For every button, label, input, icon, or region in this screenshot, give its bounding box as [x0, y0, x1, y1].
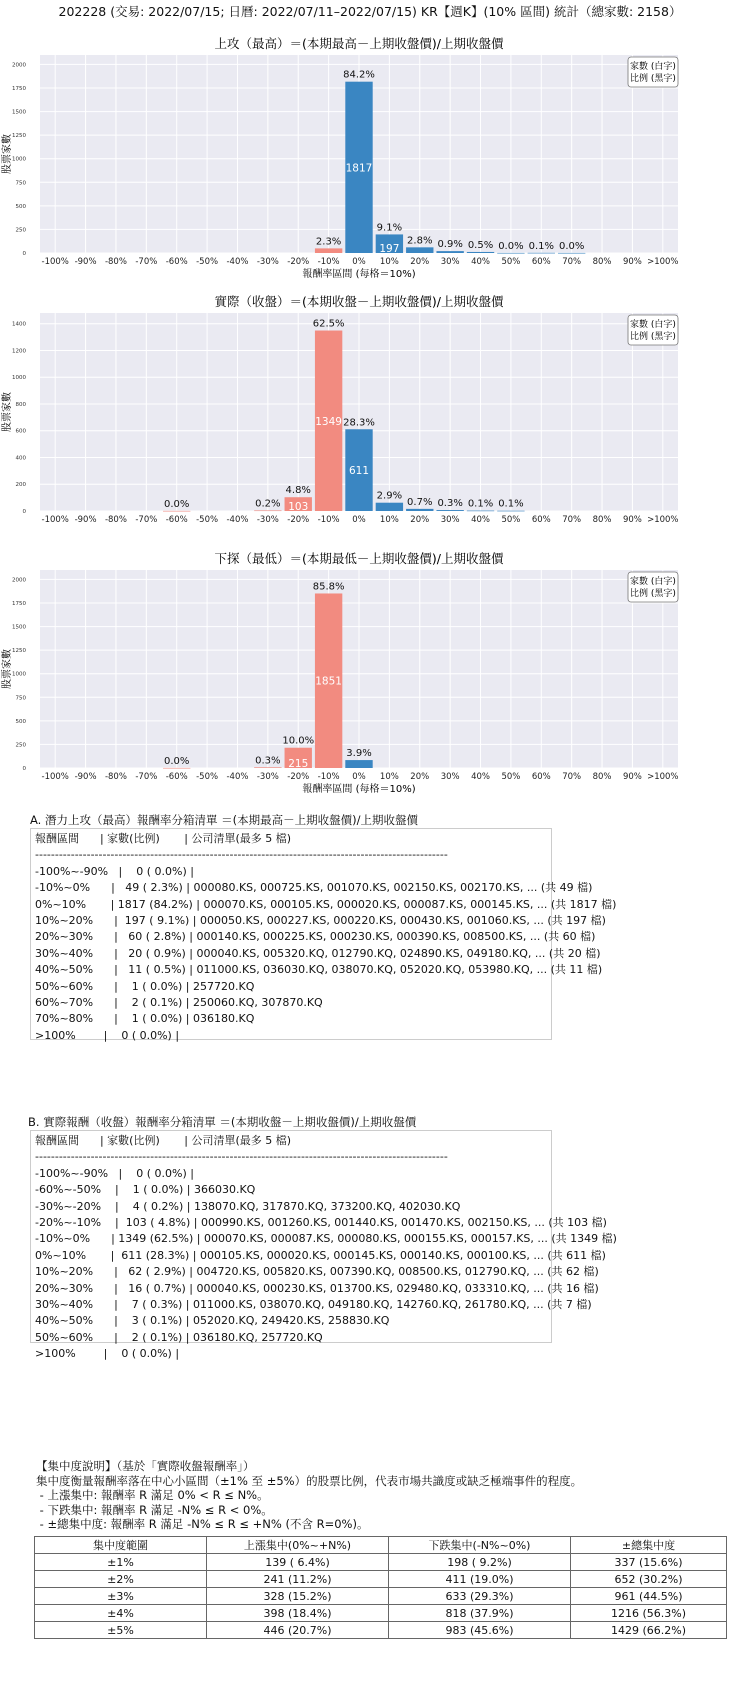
- bar-count-label: 197: [379, 243, 400, 255]
- x-tick-label: -20%: [287, 772, 310, 782]
- legend-box: [628, 572, 678, 602]
- legend-box: [628, 315, 678, 345]
- table-cell: 1429 (66.2%): [571, 1622, 727, 1639]
- x-tick-label: 30%: [440, 257, 460, 267]
- x-tick-label: -30%: [256, 257, 279, 267]
- table-cell: 398 (18.4%): [207, 1605, 389, 1622]
- legend-entry: 家數 (白字): [630, 320, 676, 330]
- section-a-line: 60%~70% | 2 ( 0.1%) | 250060.KQ, 307870.KQ: [35, 996, 323, 1010]
- bar-count-label: 1349: [315, 415, 342, 428]
- y-tick-label: 200: [15, 482, 26, 489]
- x-tick-label: -100%: [41, 772, 69, 782]
- table-cell: 633 (29.3%): [389, 1588, 571, 1605]
- concentration-table: [34, 1536, 727, 1639]
- section-b-line: 20%~30% | 16 ( 0.7%) | 000040.KS, 000230.KS, 013700.KS, 029480.KQ, 033310.KQ, ... (共 16 檔): [35, 1281, 599, 1295]
- bar-percent-label: 2.3%: [315, 236, 342, 248]
- x-tick-label: -60%: [165, 515, 188, 525]
- section-a-line: 10%~20% | 197 ( 9.1%) | 000050.KS, 000227.KS, 000220.KS, 000430.KS, 001060.KS, ... (共 197 檔): [35, 914, 606, 928]
- x-tick-label: 10%: [379, 257, 399, 267]
- x-tick-label: -90%: [74, 515, 97, 525]
- section-a-line: 30%~40% | 20 ( 0.9%) | 000040.KS, 005320.KQ, 012790.KQ, 024890.KS, 049180.KQ, ... (共 20 檔): [35, 946, 601, 960]
- section-a-list: [30, 828, 617, 1042]
- bar-percent-label: 0.9%: [437, 239, 463, 251]
- bar-50%: [497, 511, 524, 512]
- x-tick-label: -40%: [226, 515, 249, 525]
- bar-30%: [436, 510, 463, 511]
- bar-percent-label: 28.3%: [343, 417, 375, 429]
- x-tick-label: -70%: [135, 772, 158, 782]
- x-tick-label: -20%: [287, 515, 310, 525]
- y-axis-label: 股票家數: [2, 649, 13, 689]
- page-title: 202228 (交易: 2022/07/15; 日曆: 2022/07/11–2022/07/15) KR【週K】(10% 區間) 統計（總家數: 2158）: [58, 4, 682, 19]
- bar--60%: [163, 768, 190, 769]
- x-tick-label: 70%: [562, 515, 582, 525]
- bar-percent-label: 2.9%: [376, 490, 403, 502]
- table-cell: 818 (37.9%): [389, 1605, 571, 1622]
- x-tick-label: 40%: [471, 257, 490, 267]
- x-tick-label: 90%: [622, 257, 642, 267]
- x-tick-label: 50%: [501, 772, 521, 782]
- x-tick-label: >100%: [647, 515, 679, 525]
- section-a-line: 50%~60% | 1 ( 0.0%) | 257720.KQ: [35, 979, 255, 993]
- x-tick-label: 20%: [410, 515, 430, 525]
- y-tick-label: 250: [15, 227, 26, 234]
- table-cell: 337 (15.6%): [571, 1554, 727, 1571]
- section-b-line: -10%~0% | 1349 (62.5%) | 000070.KS, 000087.KS, 000080.KS, 000155.KS, 000157.KS, ... (共 1349 檔): [35, 1232, 617, 1246]
- x-tick-label: -50%: [196, 515, 219, 525]
- y-tick-label: 1400: [12, 321, 26, 328]
- x-tick-label: -40%: [226, 772, 249, 782]
- bar-percent-label: 4.8%: [285, 485, 311, 497]
- chart-title: 實際（收盤）＝(本期收盤－上期收盤價)/上期收盤價: [214, 294, 504, 309]
- bar--60%: [163, 511, 190, 512]
- bar-percent-label: 0.1%: [528, 240, 554, 252]
- concentration-line: 【集中度說明】（基於「實際收盤報酬率」）: [36, 1459, 255, 1473]
- table-header-cell: 上漲集中(0%~+N%): [207, 1537, 389, 1554]
- x-tick-label: -60%: [165, 772, 188, 782]
- bar-20%: [406, 509, 433, 511]
- section-a-line: 20%~30% | 60 ( 2.8%) | 000140.KS, 000225.KS, 000230.KS, 000390.KS, 008500.KS, ... (共 60 檔): [35, 930, 596, 944]
- table-cell: ±3%: [35, 1588, 207, 1605]
- chart-title: 上攻（最高）＝(本期最高－上期收盤價)/上期收盤價: [214, 36, 504, 51]
- bar-percent-label: 0.1%: [467, 498, 494, 510]
- x-tick-label: -40%: [226, 257, 249, 267]
- table-cell: 198 ( 9.2%): [389, 1554, 571, 1571]
- table-row: [35, 1554, 727, 1571]
- bar-percent-label: 0.2%: [255, 498, 281, 510]
- bar-40%: [467, 511, 494, 512]
- bar-20%: [406, 247, 433, 253]
- y-axis-label: 股票家數: [2, 134, 13, 174]
- x-tick-label: -80%: [104, 257, 127, 267]
- concentration-description: [36, 1459, 582, 1532]
- table-cell: ±2%: [35, 1571, 207, 1588]
- bar--10%: [315, 248, 342, 253]
- x-tick-label: 70%: [562, 257, 582, 267]
- bar-10%: [376, 503, 403, 511]
- section-b-line: -20%~-10% | 103 ( 4.8%) | 000990.KS, 001260.KS, 001440.KS, 001470.KS, 002150.KS, ... (共 103 檔): [35, 1216, 607, 1230]
- y-tick-label: 0: [22, 766, 26, 772]
- section-a-title: A. 潛力上攻（最高）報酬率分箱清單 ＝(本期最高－上期收盤價)/上期收盤價: [30, 813, 418, 827]
- legend-box: [628, 57, 678, 87]
- x-tick-label: 0%: [352, 772, 366, 782]
- x-tick-label: -30%: [256, 772, 279, 782]
- table-header-cell: 集中度範圍: [35, 1537, 207, 1554]
- x-tick-label: -50%: [196, 772, 219, 782]
- concentration-line: 集中度衡量報酬率落在中心小區間（±1% 至 ±5%）的股票比例，代表市場共識度或缺乏極端事件的程度。: [36, 1473, 583, 1488]
- x-tick-label: -100%: [41, 515, 69, 525]
- section-b-line: -60%~-50% | 1 ( 0.0%) | 366030.KQ: [35, 1183, 256, 1197]
- bar-percent-label: 2.8%: [407, 235, 433, 247]
- bar-percent-label: 3.9%: [346, 748, 372, 760]
- y-tick-label: 600: [15, 428, 26, 435]
- y-tick-label: 1500: [12, 109, 26, 116]
- x-tick-label: 50%: [501, 515, 521, 525]
- section-a-line: --------------------------------------------------------------------------------------------------------: [35, 848, 448, 862]
- bar-60%: [528, 253, 555, 254]
- legend-entry: 家數 (白字): [630, 62, 676, 72]
- section-b-line: 0%~10% | 611 (28.3%) | 000105.KS, 000020.KS, 000145.KS, 000140.KS, 000100.KS, ... (共 611 檔): [35, 1248, 606, 1262]
- table-cell: 139 ( 6.4%): [207, 1554, 389, 1571]
- x-tick-label: 60%: [531, 772, 551, 782]
- chart-downside-low: [0, 545, 740, 795]
- table-header-cell: ±總集中度: [571, 1537, 727, 1554]
- bar-40%: [467, 252, 494, 253]
- bar-percent-label: 10.0%: [282, 735, 315, 747]
- concentration-line: - 上漲集中: 報酬率 R 滿足 0% < R ≤ N%。: [36, 1488, 269, 1502]
- x-tick-label: 90%: [622, 772, 642, 782]
- y-tick-label: 1000: [12, 156, 26, 163]
- bar-percent-label: 9.1%: [376, 222, 403, 234]
- y-tick-label: 500: [15, 203, 26, 210]
- table-cell: 446 (20.7%): [207, 1622, 389, 1639]
- x-tick-label: -10%: [317, 515, 340, 525]
- x-tick-label: 10%: [379, 772, 399, 782]
- x-tick-label: 0%: [352, 515, 366, 525]
- bar-percent-label: 0.0%: [164, 755, 190, 767]
- section-b-line: 30%~40% | 7 ( 0.3%) | 011000.KS, 038070.KQ, 049180.KQ, 142760.KQ, 261780.KQ, ... (共 7 檔): [35, 1298, 592, 1312]
- bar-0%: [345, 760, 372, 768]
- table-row: [35, 1605, 727, 1622]
- bar-count-label: 611: [348, 465, 370, 478]
- table-cell: 328 (15.2%): [207, 1588, 389, 1605]
- x-tick-label: -90%: [74, 772, 97, 782]
- section-a-line: >100% | 0 ( 0.0%) |: [35, 1028, 180, 1042]
- section-a-line: 40%~50% | 11 ( 0.5%) | 011000.KS, 036030.KQ, 038070.KQ, 052020.KQ, 053980.KQ, ... (共 11 檔): [35, 963, 603, 977]
- bar-percent-label: 84.2%: [343, 69, 375, 81]
- section-b-line: >100% | 0 ( 0.0%) |: [35, 1347, 180, 1361]
- x-tick-label: 80%: [592, 515, 612, 525]
- legend-entry: 比例 (黑字): [630, 74, 676, 84]
- x-tick-label: 20%: [410, 772, 430, 782]
- concentration-line: - 下跌集中: 報酬率 R 滿足 -N% ≤ R < 0%。: [36, 1502, 273, 1517]
- y-tick-label: 800: [15, 401, 26, 408]
- table-cell: ±1%: [35, 1554, 207, 1571]
- section-b-line: 報酬區間 | 家數(比例) | 公司清單(最多 5 檔): [35, 1134, 292, 1147]
- x-tick-label: 40%: [471, 772, 490, 782]
- bar-30%: [436, 251, 463, 253]
- bar-percent-label: 0.0%: [164, 498, 190, 510]
- table-cell: ±4%: [35, 1605, 207, 1622]
- y-tick-label: 2000: [12, 62, 26, 69]
- bar-percent-label: 0.5%: [467, 239, 494, 251]
- bar-percent-label: 0.3%: [437, 498, 463, 510]
- x-tick-label: 30%: [440, 772, 460, 782]
- table-cell: 1216 (56.3%): [571, 1605, 727, 1622]
- section-b-list: [30, 1130, 617, 1361]
- bar-percent-label: 0.7%: [407, 496, 433, 508]
- bar--30%: [254, 767, 281, 768]
- x-tick-label: -90%: [74, 257, 97, 267]
- x-tick-label: -10%: [317, 772, 340, 782]
- x-tick-label: 30%: [440, 515, 460, 525]
- x-tick-label: -80%: [104, 772, 127, 782]
- x-tick-label: -30%: [256, 515, 279, 525]
- y-tick-label: 2000: [12, 577, 26, 584]
- y-tick-label: 750: [15, 180, 26, 187]
- section-b-line: --------------------------------------------------------------------------------------------------------: [35, 1150, 448, 1164]
- legend-entry: 比例 (黑字): [630, 589, 676, 599]
- bar-percent-label: 0.0%: [498, 240, 524, 252]
- table-row: [35, 1622, 727, 1639]
- bar-70%: [558, 253, 585, 254]
- y-tick-label: 1000: [12, 375, 26, 382]
- section-b-line: -100%~-90% | 0 ( 0.0%) |: [35, 1166, 194, 1180]
- section-a-line: -100%~-90% | 0 ( 0.0%) |: [35, 864, 194, 878]
- y-tick-label: 750: [15, 695, 26, 702]
- x-tick-label: 70%: [562, 772, 582, 782]
- x-tick-label: -70%: [135, 257, 158, 267]
- bar-count-label: 1817: [345, 162, 373, 175]
- bar--30%: [254, 510, 281, 511]
- y-tick-label: 1000: [12, 671, 26, 678]
- bar-50%: [497, 253, 524, 254]
- table-row: [35, 1571, 727, 1588]
- x-tick-label: 80%: [592, 257, 612, 267]
- x-tick-label: 60%: [531, 257, 551, 267]
- table-cell: 241 (11.2%): [207, 1571, 389, 1588]
- section-a-line: 報酬區間 | 家數(比例) | 公司清單(最多 5 檔): [35, 832, 292, 845]
- bar-percent-label: 0.1%: [498, 498, 524, 510]
- table-cell: 961 (44.5%): [571, 1588, 727, 1605]
- chart-title: 下探（最低）＝(本期最低－上期收盤價)/上期收盤價: [214, 551, 504, 566]
- y-tick-label: 400: [15, 455, 26, 462]
- concentration-table-header: [35, 1537, 727, 1554]
- x-axis-label: 報酬率區間 (每格＝10%): [302, 784, 416, 795]
- x-tick-label: 10%: [379, 515, 399, 525]
- concentration-line: - ±總集中度: 報酬率 R 滿足 -N% ≤ R ≤ +N% (不含 R=0%)。: [36, 1517, 369, 1531]
- y-tick-label: 1250: [12, 648, 26, 655]
- x-tick-label: -100%: [41, 257, 69, 267]
- bar-percent-label: 0.3%: [255, 755, 281, 767]
- table-cell: 652 (30.2%): [571, 1571, 727, 1588]
- y-axis-label: 股票家數: [2, 392, 13, 432]
- bar-percent-label: 0.0%: [558, 240, 585, 252]
- y-tick-label: 1500: [12, 624, 26, 631]
- section-b-line: 40%~50% | 3 ( 0.1%) | 052020.KQ, 249420.KS, 258830.KQ: [35, 1314, 390, 1328]
- section-a-line: 70%~80% | 1 ( 0.0%) | 036180.KQ: [35, 1012, 255, 1026]
- table-row: [35, 1588, 727, 1605]
- section-b-line: 10%~20% | 62 ( 2.9%) | 004720.KS, 005820.KS, 007390.KQ, 008500.KS, 012790.KQ, ... (共 62 檔): [35, 1265, 599, 1279]
- y-tick-label: 1200: [12, 348, 26, 355]
- y-tick-label: 1250: [12, 133, 26, 140]
- y-tick-label: 500: [15, 718, 26, 725]
- x-tick-label: 40%: [471, 515, 490, 525]
- y-tick-label: 0: [22, 509, 26, 515]
- table-cell: ±5%: [35, 1622, 207, 1639]
- x-tick-label: >100%: [647, 257, 679, 267]
- x-tick-label: -20%: [287, 257, 310, 267]
- x-tick-label: 90%: [622, 515, 642, 525]
- x-tick-label: -50%: [196, 257, 219, 267]
- section-a-line: 0%~10% | 1817 (84.2%) | 000070.KS, 000105.KS, 000020.KS, 000087.KS, 000145.KS, ... (共 1817 檔): [35, 897, 617, 911]
- section-b-line: -30%~-20% | 4 ( 0.2%) | 138070.KQ, 317870.KQ, 373200.KQ, 402030.KQ: [35, 1199, 461, 1213]
- bar-count-label: 103: [288, 501, 309, 513]
- legend-entry: 比例 (黑字): [630, 332, 676, 342]
- x-tick-label: -80%: [104, 515, 127, 525]
- table-header-cell: 下跌集中(-N%~0%): [389, 1537, 571, 1554]
- y-tick-label: 250: [15, 742, 26, 749]
- y-tick-label: 1750: [12, 86, 26, 92]
- legend-entry: 家數 (白字): [630, 577, 676, 587]
- x-tick-label: 60%: [531, 515, 551, 525]
- x-tick-label: 20%: [410, 257, 430, 267]
- bar-count-label: 215: [288, 758, 309, 770]
- section-a-line: -10%~0% | 49 ( 2.3%) | 000080.KS, 000725.KS, 001070.KS, 002150.KS, 002170.KS, ... (共 49 檔): [35, 881, 593, 895]
- section-b-line: 50%~60% | 2 ( 0.1%) | 036180.KQ, 257720.KQ: [35, 1330, 323, 1344]
- table-cell: 411 (19.0%): [389, 1571, 571, 1588]
- x-tick-label: >100%: [647, 772, 679, 782]
- y-tick-label: 1750: [12, 601, 26, 607]
- x-axis-label: 報酬率區間 (每格＝10%): [302, 269, 416, 280]
- bar-percent-label: 85.8%: [312, 581, 345, 593]
- section-b-title: B. 實際報酬（收盤）報酬率分箱清單 ＝(本期收盤－上期收盤價)/上期收盤價: [28, 1115, 417, 1129]
- x-tick-label: -10%: [317, 257, 340, 267]
- x-tick-label: 0%: [352, 257, 366, 267]
- bar-count-label: 1851: [315, 675, 342, 688]
- x-tick-label: 50%: [501, 257, 521, 267]
- x-tick-label: 80%: [592, 772, 612, 782]
- chart-upside-high: [0, 30, 740, 280]
- table-cell: 983 (45.6%): [389, 1622, 571, 1639]
- x-tick-label: -70%: [135, 515, 158, 525]
- y-tick-label: 0: [22, 251, 26, 257]
- x-tick-label: -60%: [165, 257, 188, 267]
- bar-percent-label: 62.5%: [312, 318, 345, 330]
- chart-actual-close: [0, 288, 740, 538]
